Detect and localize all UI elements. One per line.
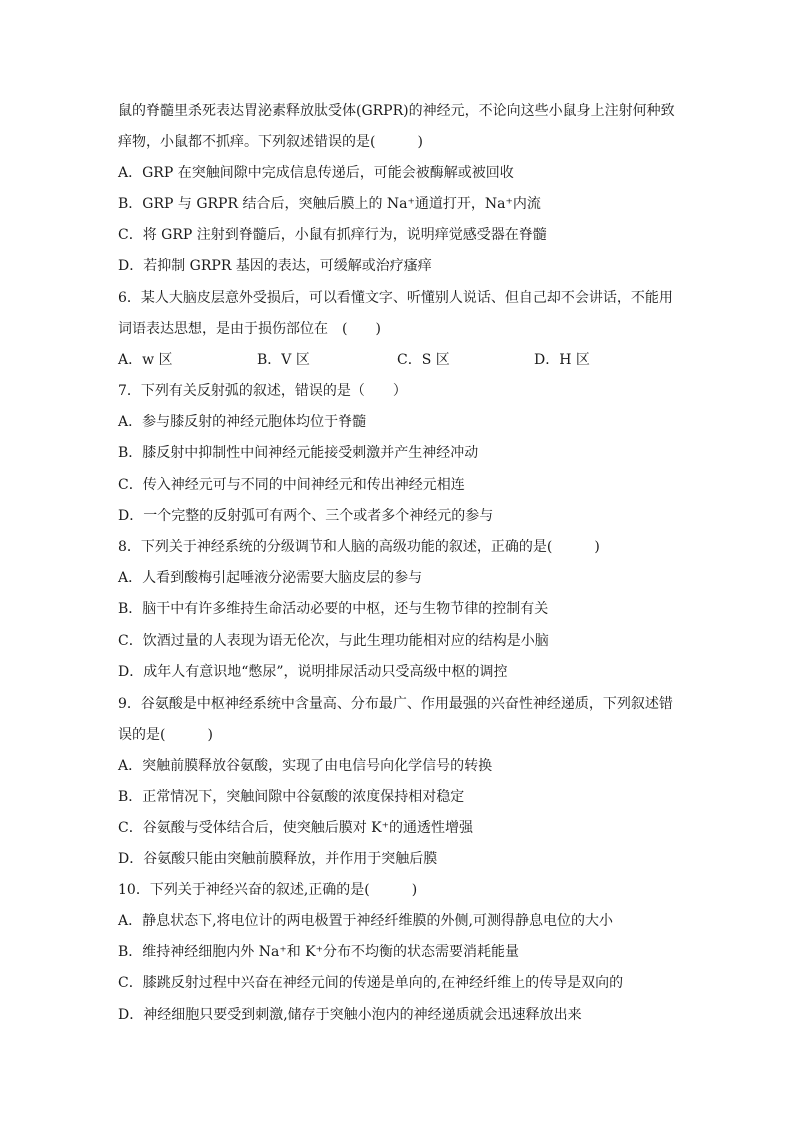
q9-stem-line2: 误的是( ): [118, 727, 213, 743]
q8-stem: 8．下列关于神经系统的分级调节和人脑的高级功能的叙述，正确的是( ): [118, 539, 600, 555]
q9-option-d: D．谷氨酸只能由突触前膜释放，并作用于突触后膜: [118, 851, 438, 867]
q7-option-c: C．传入神经元可与不同的中间神经元和传出神经元相连: [118, 477, 465, 493]
q6-option-d: D．H 区: [534, 352, 590, 368]
q10-option-d: D．神经细胞只要受到刺激,储存于突触小泡内的神经递质就会迅速释放出来: [118, 1007, 582, 1023]
q6-option-c: C．S 区: [397, 352, 450, 368]
q6-stem-line1: 6．某人大脑皮层意外受损后，可以看懂文字、听懂别人说话、但自己却不会讲话，不能用: [118, 290, 673, 306]
q10-stem: 10．下列关于神经兴奋的叙述,正确的是( ): [118, 882, 418, 898]
q9-option-c: C．谷氨酸与受体结合后，使突触后膜对 K⁺的通透性增强: [118, 820, 474, 836]
q8-option-b: B．脑干中有许多维持生命活动必要的中枢，还与生物节律的控制有关: [118, 601, 549, 617]
q8-option-d: D．成年人有意识地“憋尿”，说明排尿活动只受高级中枢的调控: [118, 664, 508, 680]
q9-stem-line1: 9．谷氨酸是中枢神经系统中含量高、分布最广、作用最强的兴奋性神经递质，下列叙述错: [118, 696, 673, 712]
q9-option-a: A．突触前膜释放谷氨酸，实现了由电信号向化学信号的转换: [118, 758, 493, 774]
q7-stem: 7．下列有关反射弧的叙述，错误的是（ ）: [118, 383, 407, 399]
q5-option-c: C．将 GRP 注射到脊髓后，小鼠有抓痒行为，说明痒觉感受器在脊髓: [118, 227, 547, 243]
q6-option-b: B．V 区: [257, 352, 310, 368]
q6-stem-line2: 词语表达思想，是由于损伤部位在 ( ): [118, 321, 381, 337]
q5-stem-line2: 痒物，小鼠都不抓痒。下列叙述错误的是( ): [118, 134, 423, 150]
q10-option-c: C．膝跳反射过程中兴奋在神经元间的传递是单向的,在神经纤维上的传导是双向的: [118, 975, 624, 991]
q10-option-a: A．静息状态下,将电位计的两电极置于神经纤维膜的外侧,可测得静息电位的大小: [118, 913, 614, 929]
q7-option-b: B．膝反射中抑制性中间神经元能接受刺激并产生神经冲动: [118, 445, 479, 461]
q9-option-b: B．正常情况下，突触间隙中谷氨酸的浓度保持相对稳定: [118, 789, 465, 805]
q7-option-d: D．一个完整的反射弧可有两个、三个或者多个神经元的参与: [118, 508, 494, 524]
q5-option-b: B．GRP 与 GRPR 结合后，突触后膜上的 Na⁺通道打开，Na⁺内流: [118, 196, 541, 212]
q5-option-a: A．GRP 在突触间隙中完成信息传递后，可能会被酶解或被回收: [118, 165, 514, 181]
q8-option-c: C．饮酒过量的人表现为语无伦次，与此生理功能相对应的结构是小脑: [118, 633, 549, 649]
q10-option-b: B．维持神经细胞内外 Na⁺和 K⁺分布不均衡的状态需要消耗能量: [118, 944, 520, 960]
q5-option-d: D．若抑制 GRPR 基因的表达，可缓解或治疗瘙痒: [118, 258, 432, 274]
q5-stem-line1: 鼠的脊髓里杀死表达胃泌素释放肽受体(GRPR)的神经元，不论向这些小鼠身上注射何种致: [118, 103, 675, 119]
q6-option-a: A．w 区: [118, 352, 173, 368]
q8-option-a: A．人看到酸梅引起唾液分泌需要大脑皮层的参与: [118, 570, 423, 586]
q7-option-a: A．参与膝反射的神经元胞体均位于脊髓: [118, 414, 367, 430]
